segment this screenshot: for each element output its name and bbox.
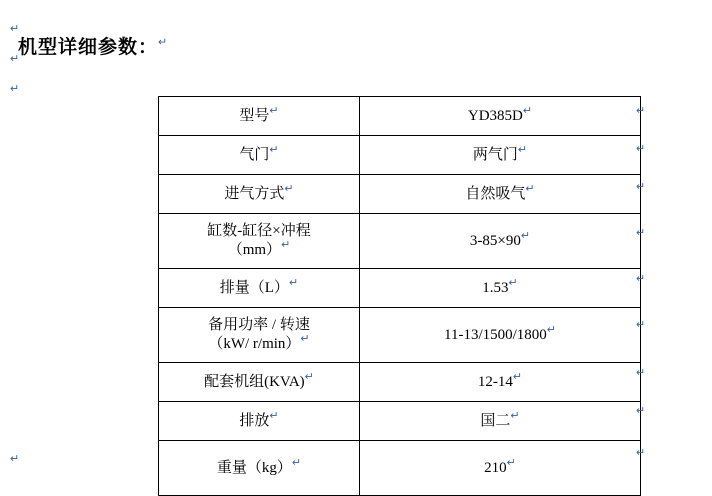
bottom-paragraph-marks	[10, 452, 24, 482]
table-cell-label	[159, 269, 360, 308]
paragraph-mark: ↵	[522, 104, 533, 117]
table-cell-label	[159, 402, 360, 441]
table-row	[159, 441, 641, 496]
table-cell-value	[360, 363, 641, 402]
table-row	[159, 97, 641, 136]
paragraph-mark: ↵	[506, 456, 516, 469]
table-cell-label	[159, 136, 360, 175]
cell-text: 排量（L）	[219, 279, 289, 296]
paragraph-mark: ↵	[636, 447, 646, 459]
paragraph-mark: ↵	[291, 456, 302, 469]
paragraph-mark: ↵	[269, 409, 279, 422]
cell-text-line1: 备用功率 / 转速	[208, 317, 310, 334]
table-cell-value	[360, 402, 641, 441]
cell-text: 11-13/1500/1800	[444, 326, 547, 343]
table-row	[159, 308, 641, 363]
table-cell-value	[360, 97, 641, 136]
table-cell-value	[360, 441, 641, 496]
paragraph-mark: ↵	[284, 182, 294, 195]
paragraph-mark: ↵	[512, 370, 523, 383]
paragraph-mark: ↵	[510, 409, 520, 422]
paragraph-mark: ↵	[269, 104, 279, 117]
paragraph-mark: ↵	[546, 323, 556, 336]
table-cell-label	[159, 175, 360, 214]
cell-text: 配套机组(KVA)	[204, 373, 305, 390]
cell-text-line2-text: （mm）	[227, 242, 282, 258]
page-title-text: 机型详细参数：	[18, 37, 159, 58]
cell-text: 1.53	[482, 279, 509, 296]
paragraph-mark: ↵	[636, 181, 646, 193]
table-row	[159, 363, 641, 402]
cell-text-line2	[161, 241, 357, 260]
paragraph-mark: ↵	[636, 227, 646, 239]
paragraph-mark: ↵	[520, 229, 531, 242]
cell-text: 重量（kg）	[216, 459, 292, 476]
table-row	[159, 136, 641, 175]
paragraph-mark: ↵	[10, 453, 20, 465]
cell-text: YD385D	[467, 107, 523, 124]
table-row	[159, 402, 641, 441]
paragraph-mark: ↵	[10, 23, 20, 35]
paragraph-mark: ↵	[269, 143, 279, 156]
paragraph-mark: ↵	[10, 83, 20, 95]
paragraph-mark: ↵	[525, 182, 535, 195]
paragraph-mark: ↵	[636, 367, 646, 379]
table-cell-label	[159, 363, 360, 402]
specifications-table	[158, 96, 641, 496]
paragraph-mark: ↵	[636, 405, 646, 417]
paragraph-mark: ↵	[508, 276, 518, 289]
cell-text-line2-text: （kW/ r/min）	[208, 336, 301, 352]
paragraph-mark: ↵	[636, 273, 646, 285]
table-row	[159, 175, 641, 214]
paragraph-mark: ↵	[288, 276, 299, 289]
table-cell-label	[159, 308, 360, 363]
cell-text: 国二	[480, 412, 511, 429]
cell-text-line1: 缸数-缸径×冲程	[207, 223, 311, 240]
cell-text: 12-14	[477, 373, 513, 390]
cell-text: 3-85×90	[469, 232, 521, 249]
table-row	[159, 269, 641, 308]
paragraph-mark: ↵	[517, 143, 528, 156]
table-cell-label	[159, 441, 360, 496]
cell-text: 进气方式	[224, 185, 285, 202]
cell-text: 210	[484, 459, 507, 476]
table-cell-value	[360, 308, 641, 363]
table-cell-value	[360, 136, 641, 175]
cell-text: 两气门	[472, 146, 518, 163]
table-row	[159, 214, 641, 269]
table-cell-value	[360, 175, 641, 214]
paragraph-mark: ↵	[636, 319, 646, 331]
paragraph-mark: ↵	[636, 105, 646, 117]
paragraph-mark: ↵	[300, 333, 310, 345]
cell-text-line2	[161, 335, 357, 354]
table-cell-label	[159, 97, 360, 136]
paragraph-mark: ↵	[636, 143, 646, 155]
paragraph-mark: ↵	[158, 36, 169, 49]
paragraph-mark: ↵	[10, 53, 20, 65]
table-cell-value	[360, 214, 641, 269]
page-title	[18, 32, 168, 59]
cell-text: 型号	[239, 107, 270, 124]
cell-text: 排放	[239, 412, 270, 429]
cell-text: 气门	[239, 146, 270, 163]
table-cell-value	[360, 269, 641, 308]
cell-text: 自然吸气	[465, 185, 526, 202]
paragraph-mark: ↵	[304, 370, 314, 383]
table-cell-label	[159, 214, 360, 269]
paragraph-mark: ↵	[281, 239, 291, 251]
